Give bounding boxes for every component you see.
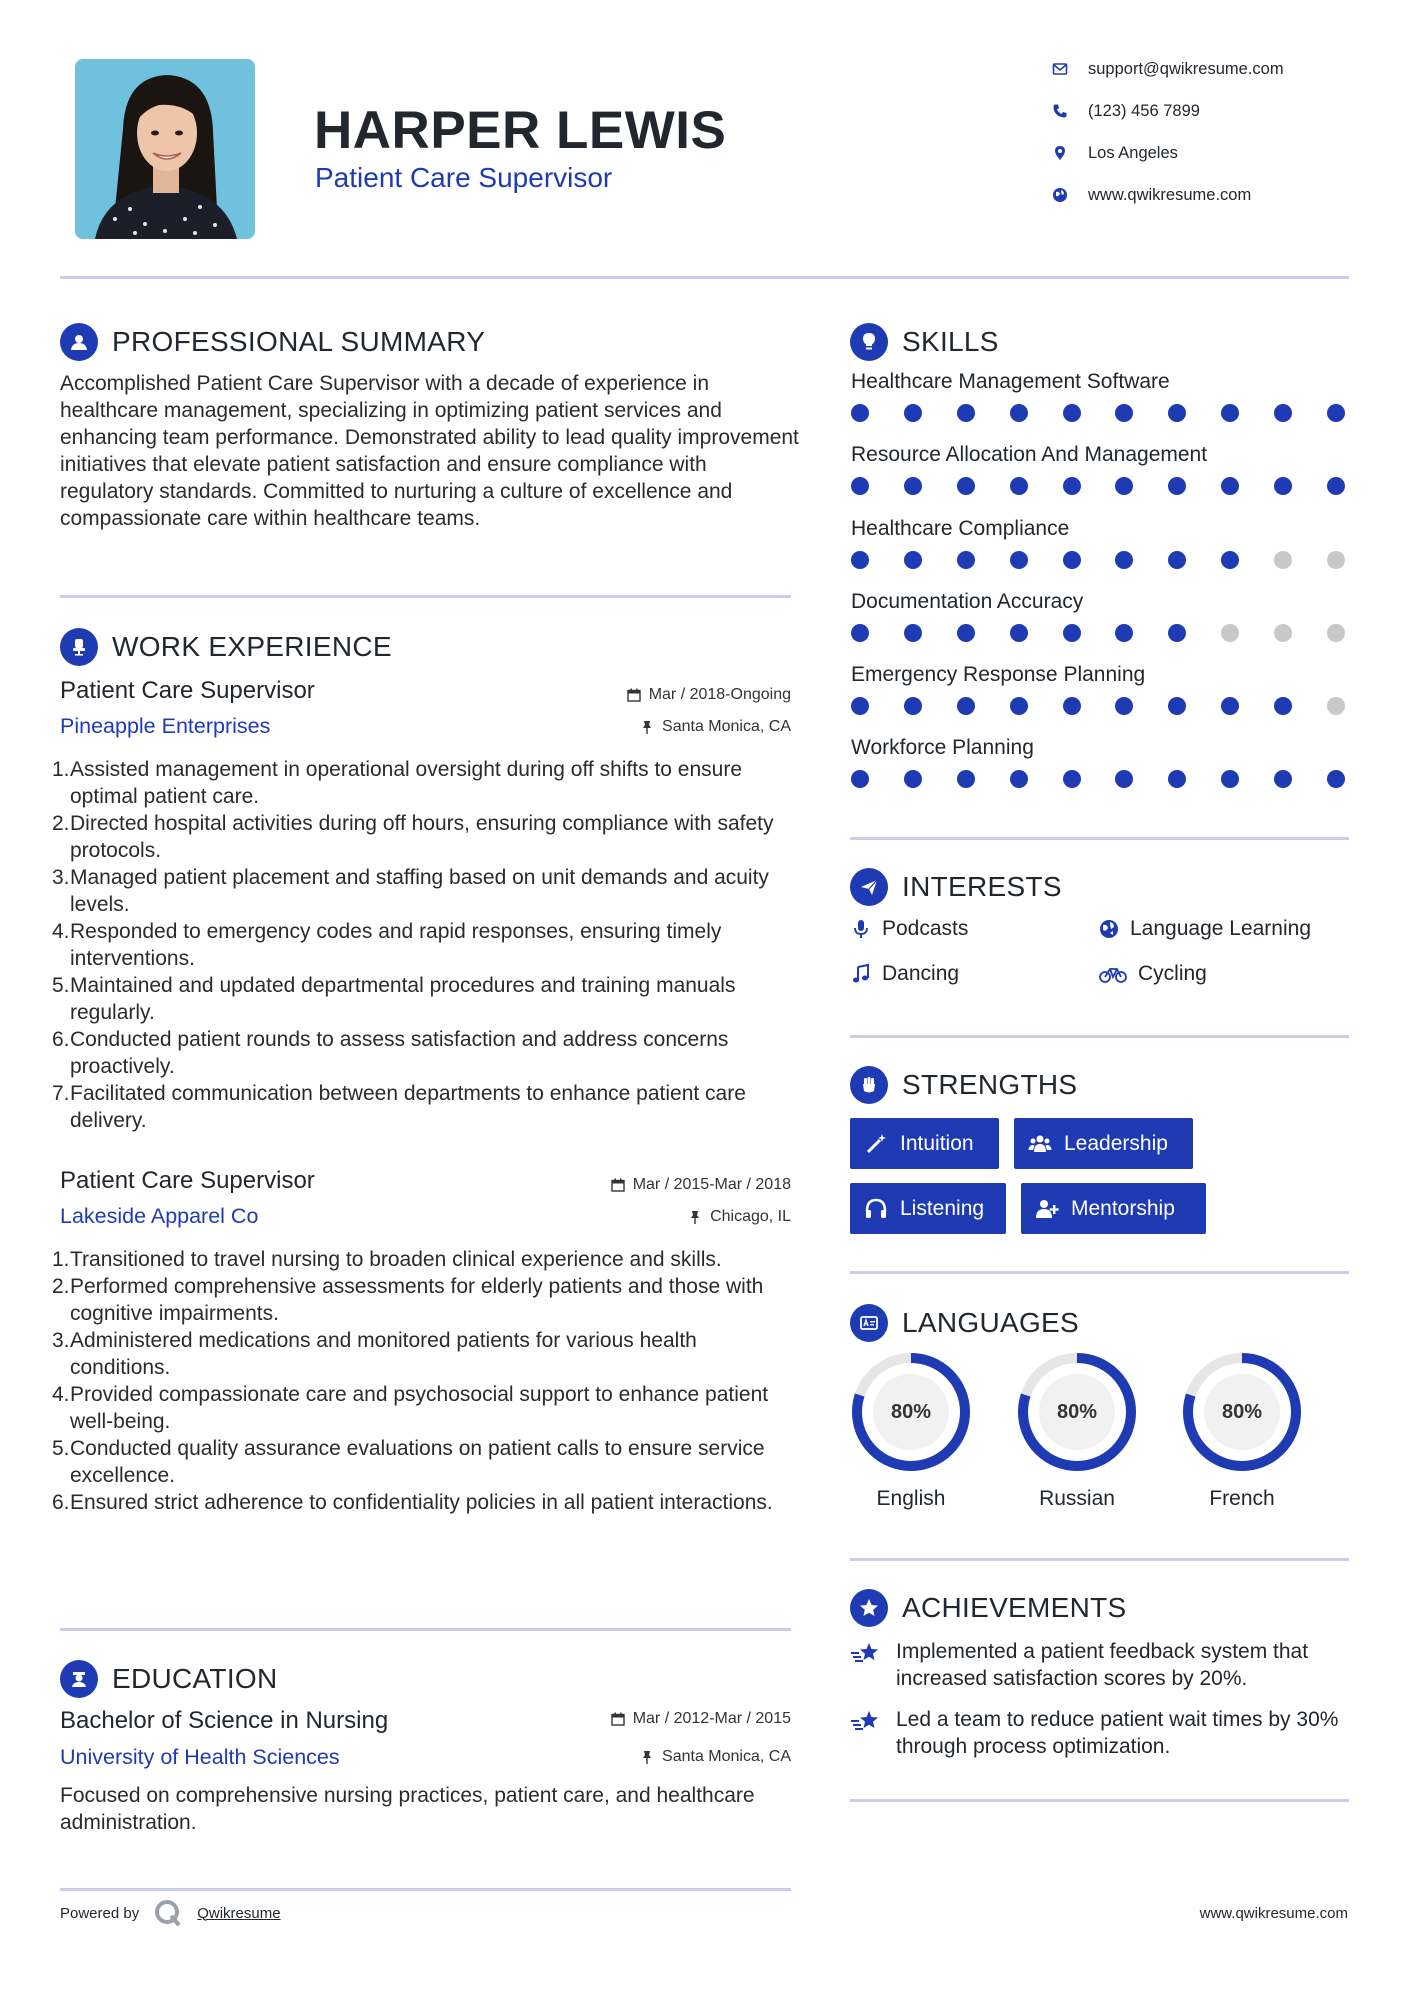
- rating-dot-filled: [957, 770, 975, 788]
- profile-photo: [75, 59, 255, 239]
- list-item: 6.Conducted patient rounds to assess satisfaction and address concerns proactively.: [52, 1028, 729, 1078]
- rating-dot-filled: [1168, 770, 1186, 788]
- rating-dot-filled: [1168, 624, 1186, 642]
- education-degree: Bachelor of Science in Nursing: [60, 1707, 389, 1734]
- rating-dot-empty: [1274, 624, 1292, 642]
- education-school: University of Health Sciences: [60, 1745, 340, 1769]
- phone-icon: [1048, 103, 1088, 119]
- rating-dot-filled: [1063, 477, 1081, 495]
- rating-dot-filled: [957, 404, 975, 422]
- language-item: [850, 1351, 972, 1511]
- skills-divider: [850, 837, 1349, 840]
- rating-dot-filled: [851, 551, 869, 569]
- rating-dot-filled: [1063, 404, 1081, 422]
- rating-dot-filled: [1168, 404, 1186, 422]
- job-1-dates-text: Mar / 2018-Ongoing: [648, 686, 791, 703]
- rating-dot-filled: [1221, 404, 1239, 422]
- interest-item: Podcasts: [850, 917, 968, 941]
- rating-dot-filled: [851, 477, 869, 495]
- rating-dot-filled: [904, 404, 922, 422]
- interests-divider: [850, 1035, 1349, 1038]
- globe-icon: [1098, 918, 1120, 940]
- skill-rating: [851, 697, 1345, 715]
- candidate-name: HARPER LEWIS: [314, 101, 727, 160]
- rating-dot-filled: [1063, 624, 1081, 642]
- strength-badge: Leadership: [1014, 1118, 1193, 1169]
- rating-dot-filled: [1274, 770, 1292, 788]
- user-circle-icon: [60, 323, 98, 361]
- rating-dot-filled: [1221, 697, 1239, 715]
- job-2-title: Patient Care Supervisor: [60, 1167, 315, 1194]
- rating-dot-filled: [1168, 697, 1186, 715]
- calendar-icon: [611, 1712, 625, 1726]
- rating-dot-empty: [1327, 551, 1345, 569]
- job-2-dates-text: Mar / 2015-Mar / 2018: [632, 1176, 791, 1193]
- rating-dot-filled: [1010, 477, 1028, 495]
- job-1-responsibilities: [52, 756, 797, 1134]
- list-item: 3.Administered medications and monitored patients for various health conditions.: [52, 1329, 697, 1379]
- contact-email-text: support@qwikresume.com: [1088, 59, 1284, 78]
- rating-dot-filled: [904, 477, 922, 495]
- language-percent: 80%: [1221, 1400, 1263, 1423]
- interest-item: Language Learning: [1098, 917, 1311, 941]
- skill-row: [851, 590, 1351, 663]
- interest-item: Dancing: [850, 962, 959, 986]
- rating-dot-empty: [1327, 624, 1345, 642]
- pushpin-icon: [688, 1210, 702, 1224]
- rating-dot-filled: [1168, 551, 1186, 569]
- microphone-icon: [850, 918, 872, 940]
- headphones-icon: [864, 1197, 888, 1221]
- experience-divider: [60, 1628, 791, 1631]
- language-progress-ring: [1016, 1351, 1138, 1473]
- rating-dot-filled: [1010, 770, 1028, 788]
- user-plus-icon: [1035, 1197, 1059, 1221]
- list-item: 2.Directed hospital activities during off hours, ensuring compliance with safety protocols.: [52, 812, 774, 862]
- skill-rating: [851, 551, 1345, 569]
- language-item: [1016, 1351, 1138, 1511]
- globe-icon: [1048, 187, 1088, 203]
- graduate-icon: [60, 1660, 98, 1698]
- language-name: English: [876, 1487, 946, 1510]
- language-name: Russian: [1039, 1487, 1115, 1510]
- list-item: 2.Performed comprehensive assessments for elderly patients and those with cognitive impairments.: [52, 1275, 764, 1325]
- rating-dot-filled: [957, 624, 975, 642]
- music-note-icon: [850, 963, 872, 985]
- rating-dot-empty: [1327, 697, 1345, 715]
- rating-dot-filled: [851, 770, 869, 788]
- language-progress-ring: [850, 1351, 972, 1473]
- language-percent: 80%: [1056, 1400, 1098, 1423]
- languages-list: [850, 1351, 1349, 1521]
- education-location: [440, 1748, 791, 1766]
- education-dates: [440, 1710, 791, 1728]
- education-description: Focused on comprehensive nursing practices, patient care, and healthcare administration.: [60, 1784, 755, 1834]
- rating-dot-filled: [1221, 551, 1239, 569]
- envelope-icon: [1048, 61, 1088, 77]
- rating-dot-filled: [851, 697, 869, 715]
- skill-rating: [851, 404, 1345, 422]
- rating-dot-filled: [1327, 404, 1345, 422]
- skills-heading: [850, 322, 999, 362]
- education-location-text: Santa Monica, CA: [662, 1748, 791, 1765]
- job-2-responsibilities: [52, 1246, 797, 1516]
- shooting-star-icon: [850, 1708, 882, 1736]
- language-item: [1181, 1351, 1303, 1511]
- pushpin-icon: [640, 1750, 654, 1764]
- list-item: 4.Responded to emergency codes and rapid responses, ensuring timely interventions.: [52, 920, 722, 970]
- rating-dot-filled: [1221, 770, 1239, 788]
- rating-dot-filled: [1168, 477, 1186, 495]
- skill-rating: [851, 770, 1345, 788]
- summary-title: PROFESSIONAL SUMMARY: [112, 326, 486, 357]
- rating-dot-filled: [1063, 551, 1081, 569]
- languages-title: LANGUAGES: [902, 1307, 1079, 1338]
- strengths-title: STRENGTHS: [902, 1069, 1078, 1100]
- job-2-dates: [440, 1176, 791, 1194]
- list-item: 4.Provided compassionate care and psychosocial support to enhance patient well-being.: [52, 1383, 769, 1433]
- rating-dot-filled: [1010, 404, 1028, 422]
- skill-rating: [851, 477, 1345, 495]
- powered-by-label: Powered by: [60, 1904, 140, 1922]
- skill-row: [851, 736, 1351, 809]
- rating-dot-filled: [904, 624, 922, 642]
- strengths-divider: [850, 1271, 1349, 1274]
- job-1-dates: [440, 686, 791, 704]
- strength-badge: Intuition: [850, 1118, 999, 1169]
- contact-website-text: www.qwikresume.com: [1088, 185, 1252, 204]
- interest-item: Cycling: [1098, 962, 1207, 986]
- rating-dot-filled: [1274, 697, 1292, 715]
- skill-name: Resource Allocation And Management: [851, 443, 1208, 467]
- rating-dot-filled: [1115, 404, 1133, 422]
- briefcase-chair-icon: [60, 628, 98, 666]
- qwikresume-link[interactable]: Qwikresume: [197, 1904, 281, 1922]
- map-pin-icon: [1048, 145, 1088, 161]
- rating-dot-filled: [851, 624, 869, 642]
- skills-list: [851, 370, 1351, 810]
- rating-dot-filled: [1115, 697, 1133, 715]
- skill-row: [851, 517, 1351, 590]
- summary-divider: [60, 595, 791, 598]
- rating-dot-empty: [1274, 551, 1292, 569]
- list-item: 1.Assisted management in operational oversight during off shifts to ensure optimal patient care.: [52, 758, 742, 808]
- rating-dot-filled: [1063, 770, 1081, 788]
- contact-website[interactable]: [1048, 180, 1368, 210]
- strength-badge: Mentorship: [1021, 1183, 1206, 1234]
- skill-row: [851, 663, 1351, 736]
- rating-dot-filled: [1010, 551, 1028, 569]
- strengths-heading: [850, 1065, 1077, 1105]
- job-1-title: Patient Care Supervisor: [60, 677, 315, 704]
- summary-text: Accomplished Patient Care Supervisor with a decade of experience in healthcare management, specializing in optimizing patient services and enhancing team performance. Demonstrated ability to lead quality improvement initiatives that elevate patient satisfaction and ensure compliance with regulatory standards. Committed to nurturing a culture of excellence and compassionate care within healthcare teams.: [60, 372, 799, 530]
- contact-email[interactable]: [1048, 54, 1368, 84]
- achievements-title: ACHIEVEMENTS: [902, 1592, 1127, 1623]
- languages-heading: [850, 1303, 1079, 1343]
- rating-dot-filled: [1010, 624, 1028, 642]
- achievements-heading: [850, 1588, 1127, 1628]
- rating-dot-filled: [1115, 477, 1133, 495]
- experience-heading: [60, 627, 392, 667]
- star-badge-icon: [850, 1589, 888, 1627]
- powered-by: [60, 1898, 281, 1928]
- list-item: 5.Conducted quality assurance evaluations on patient calls to ensure service excellence.: [52, 1437, 765, 1487]
- language-progress-ring: [1181, 1351, 1303, 1473]
- rating-dot-filled: [1115, 551, 1133, 569]
- strength-badge: Listening: [850, 1183, 1006, 1234]
- skill-name: Healthcare Compliance: [851, 516, 1070, 540]
- calendar-icon: [611, 1178, 625, 1192]
- skill-row: [851, 443, 1351, 516]
- pushpin-icon: [640, 720, 654, 734]
- rating-dot-filled: [851, 404, 869, 422]
- rating-dot-empty: [1221, 624, 1239, 642]
- job-1-company: Pineapple Enterprises: [60, 714, 271, 738]
- raised-fist-icon: [850, 1066, 888, 1104]
- interests-heading: [850, 867, 1062, 907]
- language-percent: 80%: [890, 1400, 932, 1423]
- skill-row: [851, 370, 1351, 443]
- rating-dot-filled: [957, 551, 975, 569]
- calendar-icon: [627, 688, 641, 702]
- job-2-company: Lakeside Apparel Co: [60, 1204, 259, 1228]
- lightbulb-icon: [850, 323, 888, 361]
- magic-wand-icon: [864, 1132, 888, 1156]
- rating-dot-filled: [1115, 770, 1133, 788]
- rating-dot-filled: [904, 697, 922, 715]
- candidate-title: Patient Care Supervisor: [315, 162, 613, 193]
- education-title: EDUCATION: [112, 1663, 278, 1694]
- list-item: 3.Managed patient placement and staffing based on unit demands and acuity levels.: [52, 866, 769, 916]
- skill-name: Emergency Response Planning: [851, 663, 1146, 687]
- summary-heading: [60, 322, 485, 362]
- contact-phone-text: (123) 456 7899: [1088, 101, 1200, 120]
- education-heading: [60, 1659, 278, 1699]
- languages-divider: [850, 1558, 1349, 1561]
- rating-dot-filled: [1274, 404, 1292, 422]
- shooting-star-icon: [850, 1640, 882, 1668]
- language-name: French: [1209, 1487, 1275, 1510]
- experience-title: WORK EXPERIENCE: [112, 631, 392, 662]
- rating-dot-filled: [904, 551, 922, 569]
- job-1-location-text: Santa Monica, CA: [662, 718, 791, 735]
- rating-dot-filled: [957, 477, 975, 495]
- achievement-item: Implemented a patient feedback system that increased satisfaction scores by 20%.: [850, 1638, 1350, 1692]
- rating-dot-filled: [1010, 697, 1028, 715]
- rating-dot-filled: [1115, 624, 1133, 642]
- skills-title: SKILLS: [902, 326, 999, 357]
- education-dates-text: Mar / 2012-Mar / 2015: [632, 1710, 791, 1727]
- bicycle-icon: [1098, 963, 1128, 985]
- paper-plane-icon: [850, 868, 888, 906]
- header-divider: [60, 276, 1349, 279]
- contact-location-text: Los Angeles: [1088, 143, 1178, 162]
- language-card-icon: [850, 1304, 888, 1342]
- rating-dot-filled: [1274, 477, 1292, 495]
- contact-location: [1048, 138, 1368, 168]
- list-item: 6.Ensured strict adherence to confidentiality policies in all patient interactions.: [52, 1491, 773, 1514]
- rating-dot-filled: [957, 697, 975, 715]
- list-item: 7.Facilitated communication between departments to enhance patient care delivery.: [52, 1082, 746, 1132]
- skill-name: Healthcare Management Software: [851, 370, 1170, 393]
- skill-rating: [851, 624, 1345, 642]
- achievement-item: Led a team to reduce patient wait times by 30% through process optimization.: [850, 1706, 1350, 1760]
- skill-name: Documentation Accuracy: [851, 589, 1084, 613]
- rating-dot-filled: [904, 770, 922, 788]
- job-1-location: [440, 718, 791, 736]
- job-2-location: [440, 1208, 791, 1226]
- qwikresume-logo: [153, 1898, 183, 1928]
- footer-divider: [60, 1888, 791, 1891]
- rating-dot-filled: [1221, 477, 1239, 495]
- skill-name: Workforce Planning: [851, 736, 1034, 760]
- achievements-divider: [850, 1799, 1349, 1802]
- interests-title: INTERESTS: [902, 871, 1062, 902]
- rating-dot-filled: [1327, 477, 1345, 495]
- job-2-location-text: Chicago, IL: [710, 1208, 791, 1225]
- contact-phone[interactable]: [1048, 96, 1368, 126]
- rating-dot-filled: [1063, 697, 1081, 715]
- footer-website[interactable]: www.qwikresume.com: [1199, 1905, 1348, 1922]
- list-item: 5.Maintained and updated departmental procedures and training manuals regularly.: [52, 974, 736, 1024]
- users-icon: [1028, 1132, 1052, 1156]
- rating-dot-filled: [1327, 770, 1345, 788]
- list-item: 1.Transitioned to travel nursing to broaden clinical experience and skills.: [52, 1248, 722, 1271]
